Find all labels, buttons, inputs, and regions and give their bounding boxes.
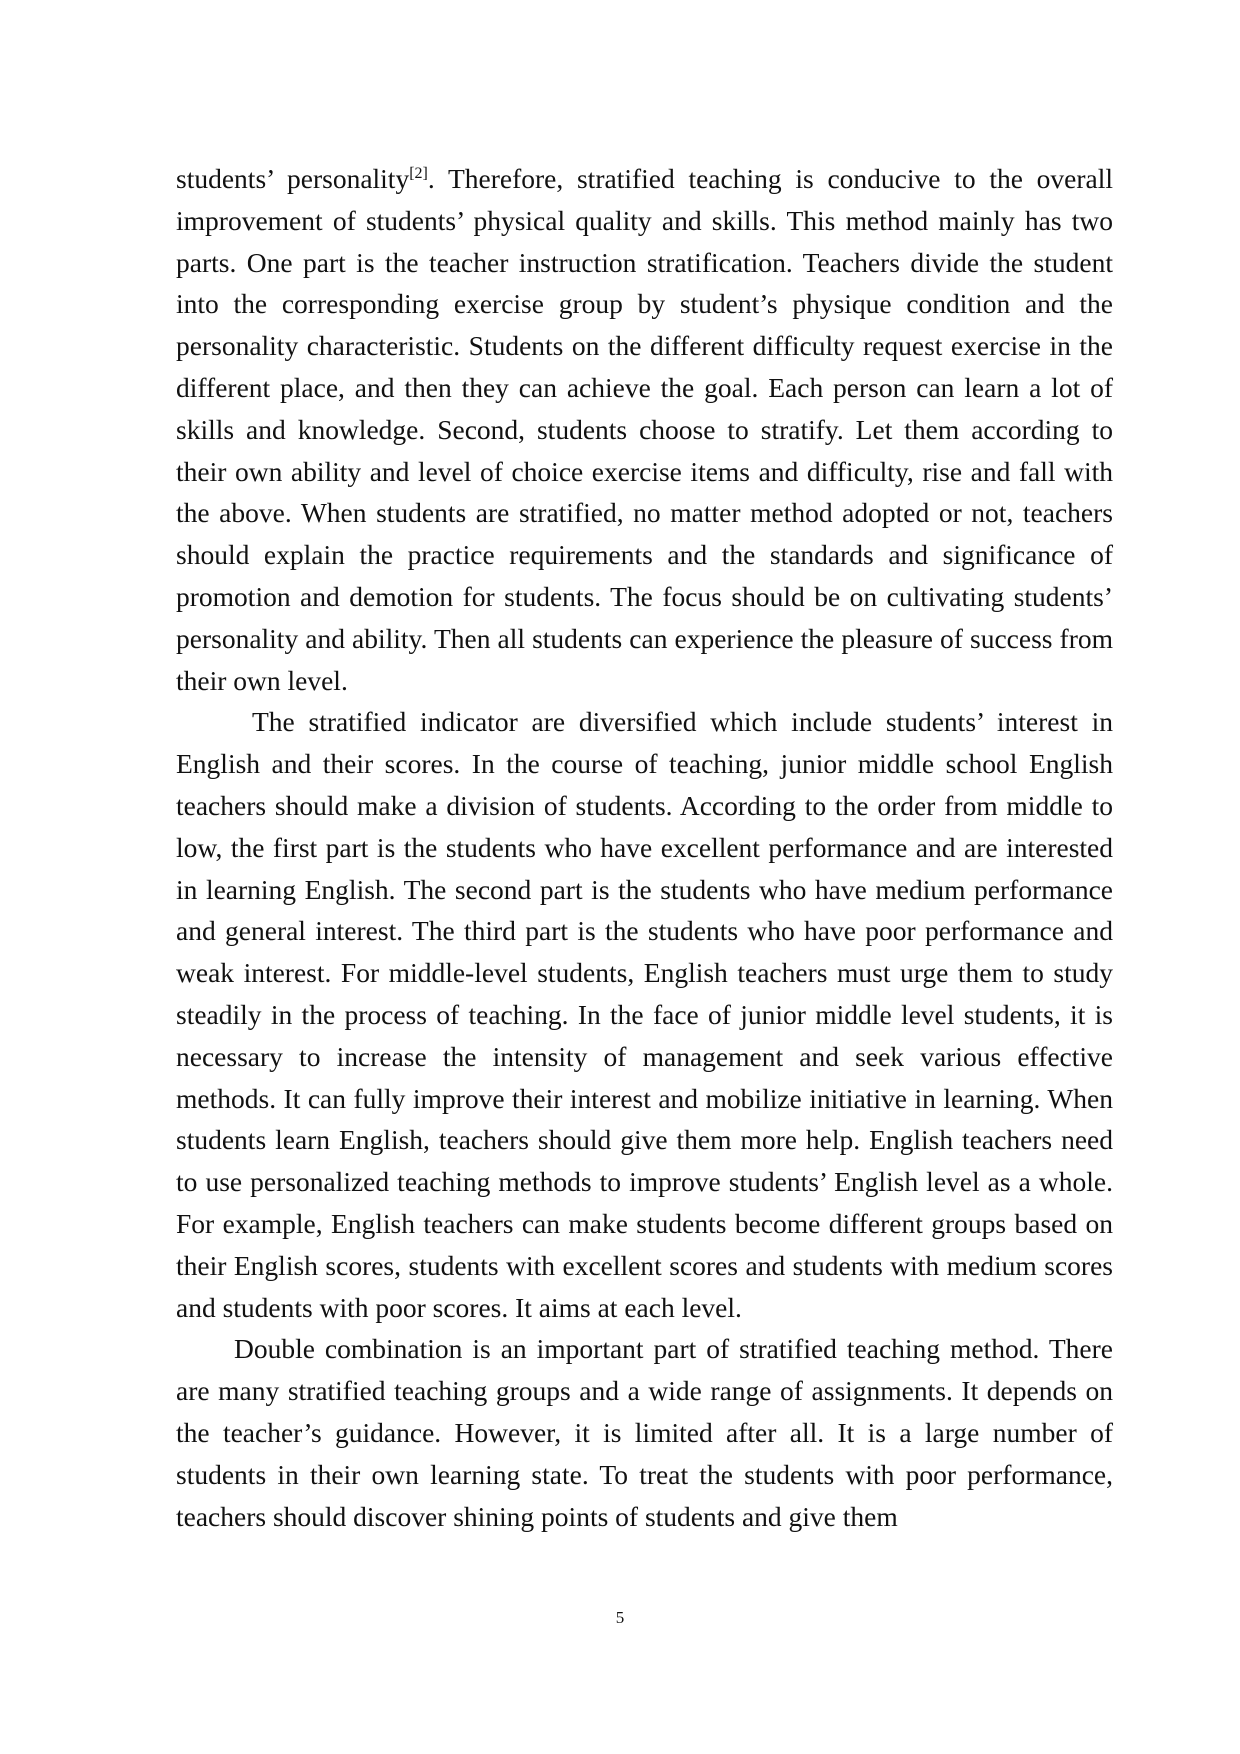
paragraph-1 [176, 158, 1113, 701]
paragraph-1-lead: students’ personality [176, 163, 410, 194]
citation-superscript: [2] [409, 164, 428, 182]
paragraph-3: Double combination is an important part of stratified teaching method. There are many stratified teaching groups and a wide range of assignments. It depends on the teacher’s guidance. However, it is limited after all. It is a large number of students in their own learning state. To treat the students with poor performance, teachers should discover shining points of students and give them [176, 1333, 1113, 1532]
page-number: 5 [615, 1608, 625, 1627]
paragraph-1-text: . Therefore, stratified teaching is conducive to the overall improvement of students’ physical quality and skills. This method mainly has two parts. One part is the teacher instruction stratification. Teachers divide the student into the corresponding exercise group by student’s physique condition and the personality characteristic. Students on the different difficulty request exercise in the different place, and then they can achieve the goal. Each person can learn a lot of skills and knowledge. Second, students choose to stratify. Let them according to their own ability and level of choice exercise items and difficulty, rise and fall with the above. When students are stratified, no matter method adopted or not, teachers should explain the practice requirements and the standards and significance of promotion and demotion for students. The focus should be on cultivating students’ personality and ability. Then all students can experience the pleasure of success from their own level. [176, 163, 1114, 696]
body-text [176, 158, 1113, 1537]
paragraph-2: The stratified indicator are diversified which include students’ interest in English and their scores. In the course of teaching, junior middle school English teachers should make a division of students. According to the order from middle to low, the first part is the students who have excellent performance and are interested in learning English. The second part is the students who have medium performance and general interest. The third part is the students who have poor performance and weak interest. For middle-level students, English teachers must urge them to study steadily in the process of teaching. In the face of junior middle level students, it is necessary to increase the intensity of management and seek various effective methods. It can fully improve their interest and mobilize initiative in learning. When students learn English, teachers should give them more help. English teachers need to use personalized teaching methods to improve students’ English level as a whole. For example, English teachers can make students become different groups based on their English scores, students with excellent scores and students with medium scores and students with poor scores. It aims at each level. [176, 706, 1113, 1323]
